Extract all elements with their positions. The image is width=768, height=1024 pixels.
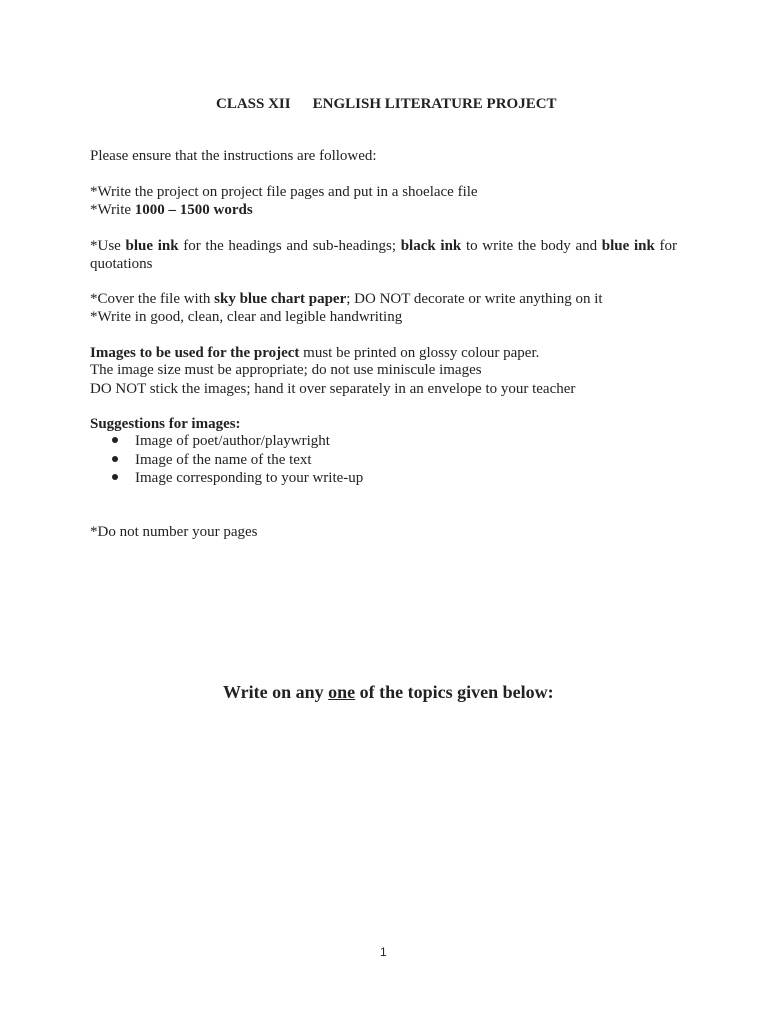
class-label: CLASS XII xyxy=(216,96,291,112)
bullet-icon xyxy=(112,456,118,462)
footer-note: *Do not number your pages xyxy=(90,524,258,540)
images-print-note: Images to be used for the project must be printed on glossy colour paper. xyxy=(90,345,540,361)
images-envelope-note: DO NOT stick the images; hand it over separately in an envelope to your teacher xyxy=(90,381,576,397)
list-item: Image corresponding to your write-up xyxy=(135,470,364,486)
bullet-icon xyxy=(112,474,118,480)
project-label: ENGLISH LITERATURE PROJECT xyxy=(312,96,557,112)
suggestions-heading: Suggestions for images: xyxy=(90,416,241,432)
page-title xyxy=(216,95,557,113)
page-number: 1 xyxy=(380,945,387,959)
instruction-cover: *Cover the file with sky blue chart paper; DO NOT decorate or write anything on it xyxy=(90,291,603,307)
images-size-note: The image size must be appropriate; do not use miniscule images xyxy=(90,362,482,378)
instruction-handwriting: *Write in good, clean, clear and legible handwriting xyxy=(90,309,403,325)
list-item: Image of the name of the text xyxy=(135,452,312,468)
word-count: 1000 – 1500 words xyxy=(134,202,253,218)
instruction-ink-colors: *Use blue ink for the headings and sub-headings; black ink to write the body and blue ink for quotations xyxy=(90,238,677,272)
intro-text: Please ensure that the instructions are followed: xyxy=(90,148,377,164)
topics-heading: Write on any one of the topics given below: xyxy=(223,682,554,702)
list-item: Image of poet/author/playwright xyxy=(135,433,330,449)
underlined-word: one xyxy=(328,682,356,702)
bullet-icon xyxy=(112,437,118,443)
instruction-shoelace-file: *Write the project on project file pages and put in a shoelace file xyxy=(90,184,478,200)
instruction-word-count: *Write 1000 – 1500 words xyxy=(90,202,253,218)
